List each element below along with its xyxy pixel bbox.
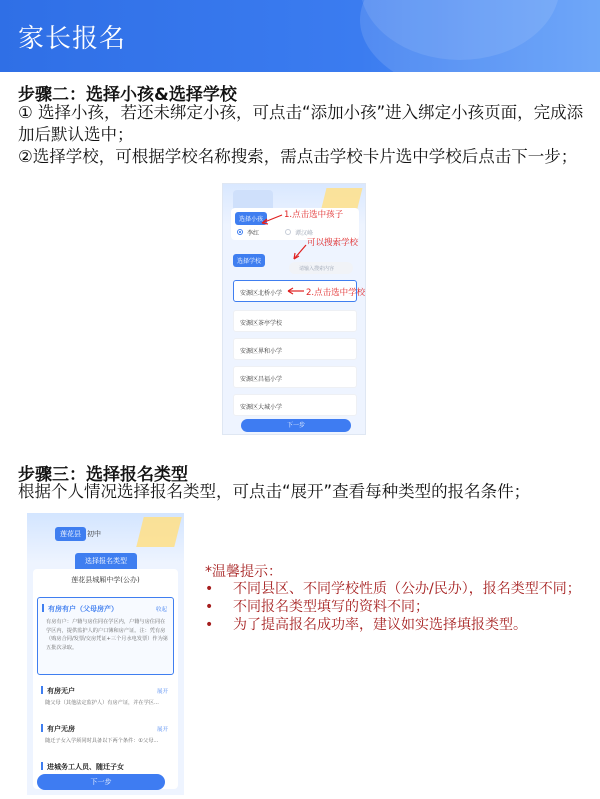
tip-item: • 为了提高报名成功率，建议如实选择填报类型。 — [205, 616, 595, 634]
arrow-to-child — [262, 215, 282, 223]
annotation-select-school: 2.点击选中学校 — [306, 288, 366, 298]
type-bar — [41, 762, 43, 770]
step3-line: 根据个人情况选择报名类型，可点击“展开”查看每种类型的报名条件； — [18, 482, 531, 501]
step2-line-2: ②选择学校，可根据学校名称搜索，需点击学校卡片选中学校后点击下一步； — [18, 147, 578, 166]
school-card[interactable] — [233, 338, 357, 360]
annotation-select-child: 1.点击选中孩子 — [284, 210, 344, 220]
school-card[interactable] — [233, 310, 357, 332]
annotation-search-school: 可以搜索学校 — [307, 238, 359, 248]
type-description: 随迁子女入学须同时具备以下两个条件：①父母... — [45, 738, 159, 744]
type-description: 有房有户：户籍与房住同在学区内，户籍与房住同在学区内，提供监护人的户口簿和房产证。注：凭有房（购房合同/发票/交房凭证+三个月水电发票）作为第五批次录取。 — [46, 619, 168, 651]
school-name: 安源区大城小学 — [240, 404, 283, 411]
expand-link[interactable]: 展开 — [156, 689, 168, 695]
type-panel — [33, 569, 178, 789]
type-description: 随父母（其他法定监护人）有房产证，并在学区... — [45, 700, 159, 706]
school-card[interactable] — [233, 394, 357, 416]
next-step-button[interactable]: 下一步 — [37, 774, 165, 790]
type-name: 有房有户（父母房产） — [48, 605, 118, 613]
type-name: 有房无户 — [47, 687, 75, 695]
school-name: 安源区茶亭学校 — [240, 320, 283, 327]
type-card[interactable] — [37, 719, 174, 751]
child-section-label: 选择小孩 — [235, 212, 267, 225]
school-name: 安源区界和小学 — [240, 348, 283, 355]
school-level-tag[interactable]: 初中 — [87, 530, 101, 538]
school-name: 莲花县城厢中学(公办) — [71, 576, 140, 584]
page-header — [0, 0, 600, 72]
type-bar — [41, 724, 43, 732]
page-title: 家长报名 — [18, 24, 127, 54]
expand-link[interactable]: 展开 — [156, 727, 168, 733]
school-card[interactable] — [233, 366, 357, 388]
tip-item: • 不同县区、不同学校性质（公办/民办），报名类型不同； — [205, 580, 595, 598]
search-placeholder: 请输入搜索内容 — [299, 266, 335, 272]
type-name: 进城务工人员、随迁子女 — [47, 763, 124, 771]
tips-list — [205, 580, 595, 634]
next-step-button[interactable]: 下一步 — [241, 419, 351, 432]
tip-item: • 不同报名类型填写的资料不同； — [205, 598, 595, 616]
type-bar — [42, 604, 44, 612]
school-name: 安源区昌福小学 — [240, 376, 283, 383]
step3-title: 步骤三：选择报名类型 — [18, 465, 188, 485]
step2-title: 步骤二：选择小孩&选择学校 — [18, 85, 237, 105]
step2-line-1: ① 选择小孩，若还未绑定小孩，可点击“添加小孩”进入绑定小孩页面，完成添加后默认选中； — [18, 103, 584, 144]
type-name: 有户无房 — [47, 725, 75, 733]
county-tag[interactable]: 莲花县 — [55, 527, 86, 541]
tips-title: *温馨提示： — [205, 564, 282, 580]
type-bar — [41, 686, 43, 694]
child-name-1[interactable]: 李红 — [247, 230, 260, 237]
type-card[interactable] — [37, 597, 174, 675]
tab-select-type: 选择报名类型 — [75, 553, 137, 569]
arrow-to-search — [294, 245, 306, 259]
child-name-2[interactable]: 谭汉峰 — [295, 230, 314, 237]
school-section-label: 选择学校 — [233, 254, 265, 267]
collapse-link[interactable]: 收起 — [155, 607, 167, 613]
type-card[interactable] — [37, 681, 174, 713]
phone-screenshot-select-type — [27, 513, 184, 795]
school-name: 安源区北桥小学 — [240, 290, 283, 297]
